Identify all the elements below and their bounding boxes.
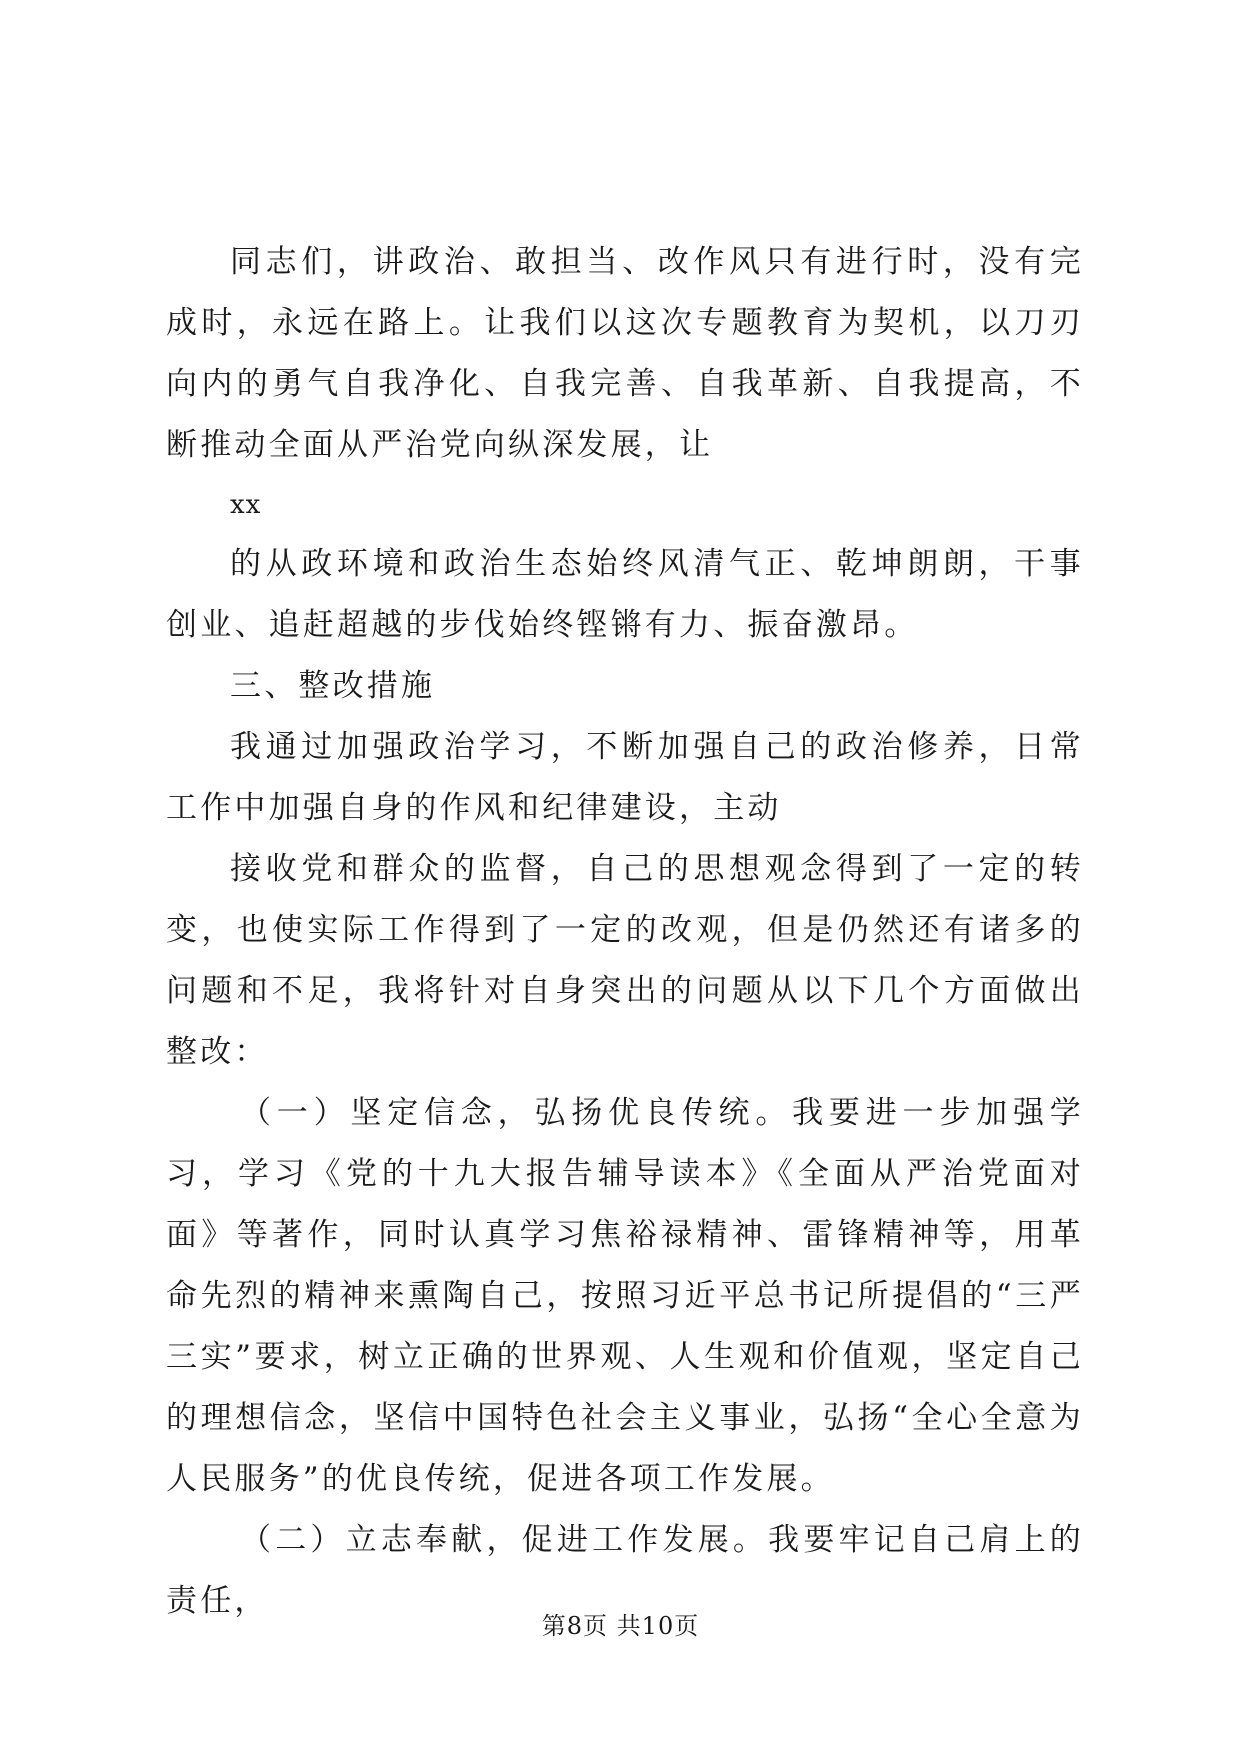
paragraph-accept-supervision: 接收党和群众的监督，自己的思想观念得到了一定的转变，也使实际工作得到了一定的改观，但是仍然还有诸多的问题和不足，我将针对自身突出的问题从以下几个方面做出整改： — [166, 851, 1084, 1070]
paragraph-closing-remarks: 同志们，讲政治、敢担当、改作风只有进行时，没有完成时，永远在路上。让我们以这次专题教育为契机，以刀刃向内的勇气自我净化、自我完善、自我革新、自我提高，不断推动全面从严治党向纵深发展，让 — [166, 244, 1084, 463]
document-body — [166, 232, 1084, 1632]
paragraph-item-two: （二）立志奉献，促进工作发展。我要牢记自己肩上的责任， — [166, 1522, 1084, 1619]
page-number-footer: 第8页 共10页 — [541, 1612, 700, 1640]
paragraph-political-environment: 的从政环境和政治生态始终风清气正、乾坤朗朗，干事创业、追赶超越的步伐始终铿锵有力、振奋激昂。 — [166, 546, 1084, 643]
paragraph-placeholder-xx: xx — [230, 490, 262, 520]
section-heading-rectification: 三、整改措施 — [230, 668, 436, 704]
paragraph-item-one: （一）坚定信念，弘扬优良传统。我要进一步加强学习，学习《党的十九大报告辅导读本》《全面从严治党面对面》等著作，同时认真学习焦裕禄精神、雷锋精神等，用革命先烈的精神来熏陶自己，按照习近平总书记所提倡的“三严三实”要求，树立正确的世界观、人生观和价值观，坚定自己的理想信念，坚信中国特色社会主义事业，弘扬“全心全意为人民服务”的优良传统，促进各项工作发展。 — [166, 1095, 1084, 1497]
paragraph-political-study: 我通过加强政治学习，不断加强自己的政治修养，日常工作中加强自身的作风和纪律建设，主动 — [166, 729, 1084, 826]
